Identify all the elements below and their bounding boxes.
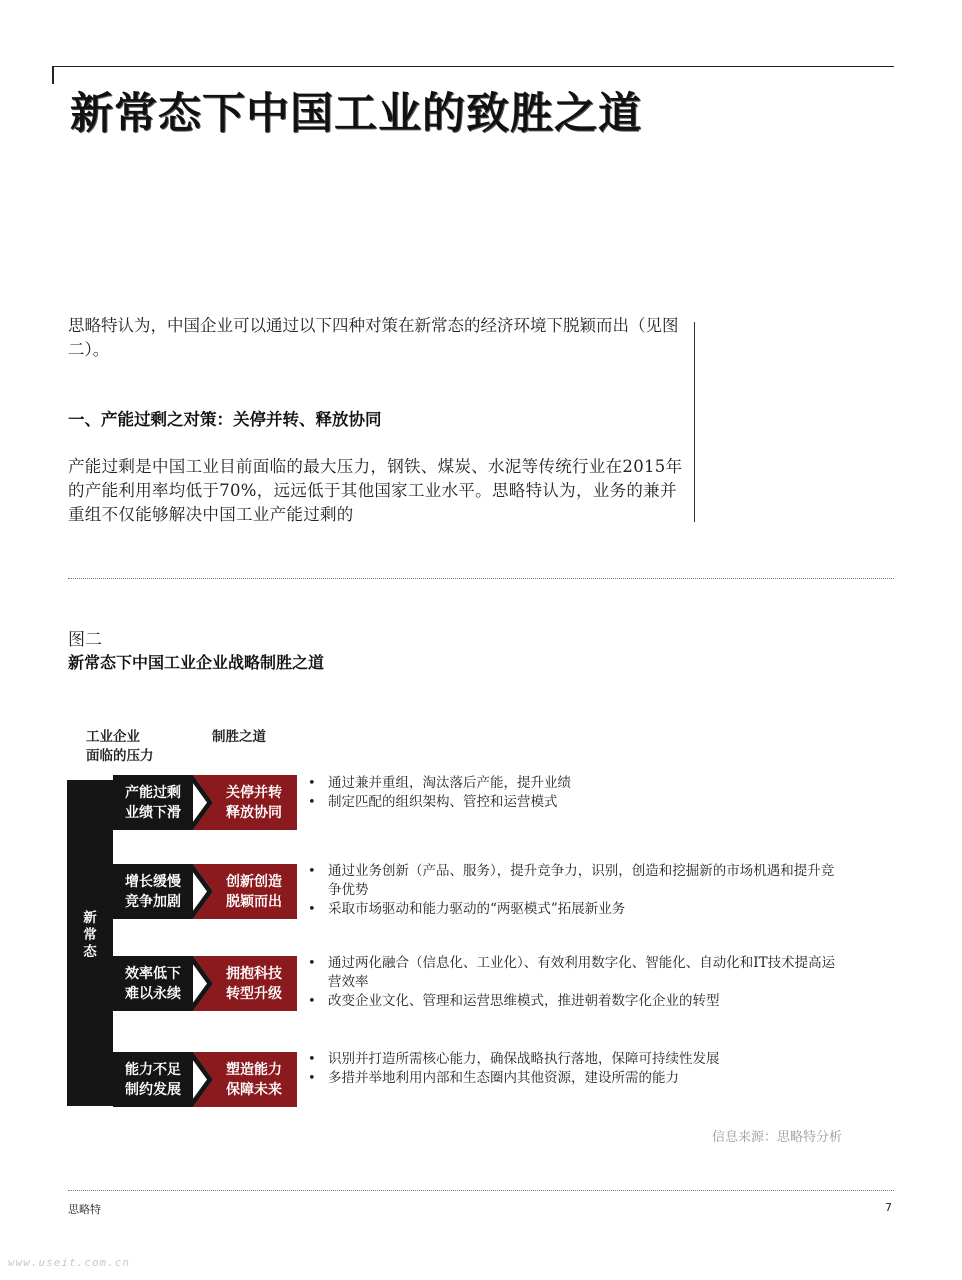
spine-char: 新 [83, 910, 97, 926]
column-heading-pressure [86, 728, 154, 766]
strategy-label [211, 864, 297, 919]
strategy-label [211, 1052, 297, 1107]
bullet-item: • 制定匹配的组织架构、管控和运营模式 [306, 793, 846, 812]
pressure-line: 产能过剩 [125, 784, 181, 801]
strategy-arrow-3 [187, 956, 297, 1011]
watermark: www.useit.com.cn [8, 1256, 130, 1269]
strategy-line: 释放协同 [226, 804, 282, 821]
strategy-arrow-4 [187, 1052, 297, 1107]
strategy-line: 保障未来 [226, 1081, 282, 1098]
strategy-label [211, 775, 297, 830]
pressure-line: 增长缓慢 [125, 873, 181, 890]
pressure-line: 制约发展 [125, 1081, 181, 1098]
pressure-line: 难以永续 [125, 985, 181, 1002]
pressure-line: 效率低下 [125, 965, 181, 982]
strategy-line: 脱颖而出 [226, 893, 282, 910]
strategy-line: 关停并转 [226, 784, 282, 801]
spine-char: 常 [83, 927, 97, 943]
bullet-item: • 识别并打造所需核心能力，确保战略执行落地，保障可持续性发展 [306, 1050, 846, 1069]
pressure-box-low-efficiency [113, 956, 193, 1011]
bullet-list-1 [306, 774, 846, 812]
bullet-item: • 多措并举地利用内部和生态圈内其他资源，建设所需的能力 [306, 1069, 846, 1088]
body-paragraph: 产能过剩是中国工业目前面临的最大压力，钢铁、煤炭、水泥等传统行业在2015年的产能利用率均低于70%，远远低于其他国家工业水平。思略特认为，业务的兼并重组不仅能够解决中国工业产能过剩的 [68, 457, 683, 524]
page-number: 7 [885, 1201, 892, 1214]
bullet-item: • 通过兼并重组，淘汰落后产能，提升业绩 [306, 774, 846, 793]
page-title: 新常态下中国工业的致胜之道 [70, 89, 642, 139]
bullet-list-2 [306, 862, 846, 919]
figure-source: 信息来源：思略特分析 [712, 1130, 843, 1145]
strategy-line: 转型升级 [226, 985, 282, 1002]
bullet-item: • 通过两化融合（信息化、工业化）、有效利用数字化、智能化、自动化和IT技术提高运营效率 [306, 954, 846, 992]
pressure-box-lack-capability [113, 1052, 193, 1107]
section-heading: 一、产能过剩之对策：关停并转、释放协同 [68, 410, 382, 429]
spine-label [67, 910, 113, 961]
footer-divider [68, 1190, 894, 1191]
pressure-box-overcapacity [113, 775, 193, 830]
figure-title: 新常态下中国工业企业战略制胜之道 [68, 653, 325, 672]
bullet-list-4 [306, 1050, 846, 1088]
pressure-line: 竞争加剧 [125, 893, 181, 910]
intro-paragraph: 思略特认为，中国企业可以通过以下四种对策在新常态的经济环境下脱颖而出（见图二）。 [68, 316, 679, 359]
footer-brand: 思略特 [68, 1203, 101, 1216]
column-heading-strategy: 制胜之道 [212, 729, 266, 745]
strategy-line: 创新创造 [226, 873, 282, 890]
strategy-label [211, 956, 297, 1011]
strategy-line: 拥抱科技 [226, 965, 282, 982]
strategy-line: 塑造能力 [226, 1061, 282, 1078]
top-rule-tick [52, 66, 54, 84]
strategy-arrow-1 [187, 775, 297, 830]
sidebar-rule [694, 322, 695, 522]
column-heading-pressure-line2: 面临的压力 [86, 748, 154, 764]
bullet-list-3 [306, 954, 846, 1011]
pressure-line: 业绩下滑 [125, 804, 181, 821]
bullet-item: • 通过业务创新（产品、服务），提升竞争力，识别，创造和挖掘新的市场机遇和提升竞争优势 [306, 862, 846, 900]
strategy-arrow-2 [187, 864, 297, 919]
top-rule [52, 66, 894, 67]
figure-label: 图二 [68, 630, 102, 650]
bullet-item: • 改变企业文化、管理和运营思维模式，推进朝着数字化企业的转型 [306, 992, 846, 1011]
column-heading-pressure-line1: 工业企业 [86, 729, 140, 745]
dotted-divider [68, 578, 894, 579]
spine-char: 态 [83, 944, 97, 960]
pressure-box-slow-growth [113, 864, 193, 919]
bullet-item: • 采取市场驱动和能力驱动的“两驱模式”拓展新业务 [306, 900, 846, 919]
pressure-line: 能力不足 [125, 1061, 181, 1078]
